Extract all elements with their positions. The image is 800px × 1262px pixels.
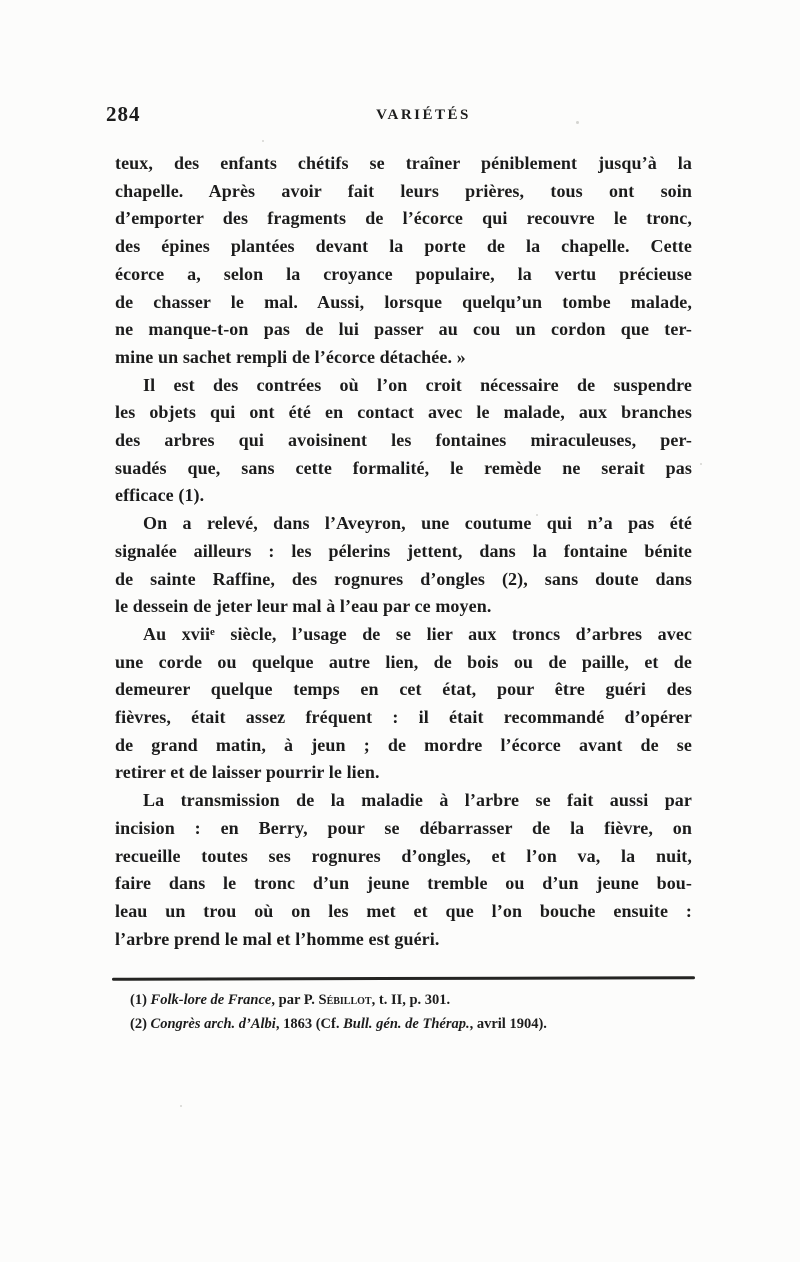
page-number: 284	[106, 102, 141, 126]
scan-speck	[180, 1105, 182, 1107]
text-line: le dessein de jeter leur mal à l’eau par ce moyen.	[115, 596, 492, 617]
text-line: d’emporter des fragments de l’écorce qui recouvre le tronc,	[115, 208, 692, 229]
footnote-divider	[112, 976, 695, 981]
scan-speck	[700, 463, 702, 465]
text-line: retirer et de laisser pourrir le lien.	[115, 762, 380, 783]
text-line: des épines plantées devant la porte de la chapelle. Cette	[115, 236, 692, 257]
footnote-segment: Bull. gén. de Thérap.	[343, 1015, 470, 1032]
scan-speck	[262, 140, 264, 142]
body-text	[115, 150, 692, 953]
text-line: ne manque-t-on pas de lui passer au cou un cordon que ter-	[115, 319, 692, 340]
text-line: incision : en Berry, pour se débarrasser de la fièvre, on	[115, 817, 692, 838]
text-line: une corde ou quelque autre lien, de bois ou de paille, et de	[115, 651, 692, 672]
footnote-segment: , avril 1904).	[469, 1015, 547, 1032]
text-line: faire dans le tronc d’un jeune tremble ou d’un jeune bou-	[115, 873, 692, 894]
text-line: de chasser le mal. Aussi, lorsque quelqu’un tombe malade,	[115, 291, 692, 312]
footnote-segment: , t. II, p. 301.	[371, 992, 451, 1008]
text-line: de sainte Raffine, des rognures d’ongles (2), sans doute dans	[115, 568, 692, 589]
text-line: signalée ailleurs : les pélerins jettent, dans la fontaine bénite	[115, 540, 692, 561]
text-line: des arbres qui avoisinent les fontaines miraculeuses, per-	[115, 430, 692, 451]
text-line: efficace (1).	[115, 485, 205, 506]
footnote-segment: Sébillot	[318, 992, 372, 1008]
text-line: demeurer quelque temps en cet état, pour être guéri des	[115, 679, 692, 700]
text-line: teux, des enfants chétifs se traîner péniblement jusqu’à la	[115, 153, 692, 173]
text-line: chapelle. Après avoir fait leurs prières, tous ont soin	[115, 180, 692, 201]
footnote-segment: Congrès arch. d’Albi	[150, 1015, 276, 1032]
footnote-segment: (1)	[130, 992, 151, 1008]
text-line: mine un sachet rempli de l’écorce détachée. »	[115, 346, 466, 367]
text-line: fièvres, était assez fréquent : il était recommandé d’opérer	[115, 707, 692, 728]
footnote-segment: , 1863 (Cf.	[275, 1015, 344, 1032]
text-line: Il est des contrées où l’on croit nécessaire de suspendre	[143, 374, 692, 395]
text-line: de grand matin, à jeun ; de mordre l’écorce avant de se	[115, 734, 692, 755]
footnote	[115, 989, 697, 1013]
footnote-segment: (2)	[130, 1015, 151, 1032]
text-line: leau un trou où on les met et que l’on bouche ensuite :	[115, 900, 692, 921]
running-title: VARIÉTÉS	[376, 107, 471, 123]
text-line: les objets qui ont été en contact avec le malade, aux branches	[115, 402, 692, 423]
scan-speck	[536, 514, 538, 516]
text-line: écorce a, selon la croyance populaire, la vertu précieuse	[115, 263, 692, 284]
text-line: La transmission de la maladie à l’arbre se fait aussi par	[143, 790, 692, 811]
footnote-segment: Folk-lore de France	[150, 992, 272, 1008]
footnote	[115, 1013, 697, 1037]
text-line: recueille toutes ses rognures d’ongles, et l’on va, la nuit,	[115, 845, 692, 866]
text-line: l’arbre prend le mal et l’homme est guéri.	[115, 928, 440, 949]
text-line: On a relevé, dans l’Aveyron, une coutume qui n’a pas été	[143, 513, 692, 534]
scan-speck	[576, 121, 579, 124]
footnote-segment: , par P.	[271, 992, 319, 1008]
footnotes	[115, 989, 697, 1036]
text-line: Au xviiᵉ siècle, l’usage de se lier aux troncs d’arbres avec	[143, 623, 692, 644]
text-line: suadés que, sans cette formalité, le remède ne serait pas	[115, 457, 692, 478]
